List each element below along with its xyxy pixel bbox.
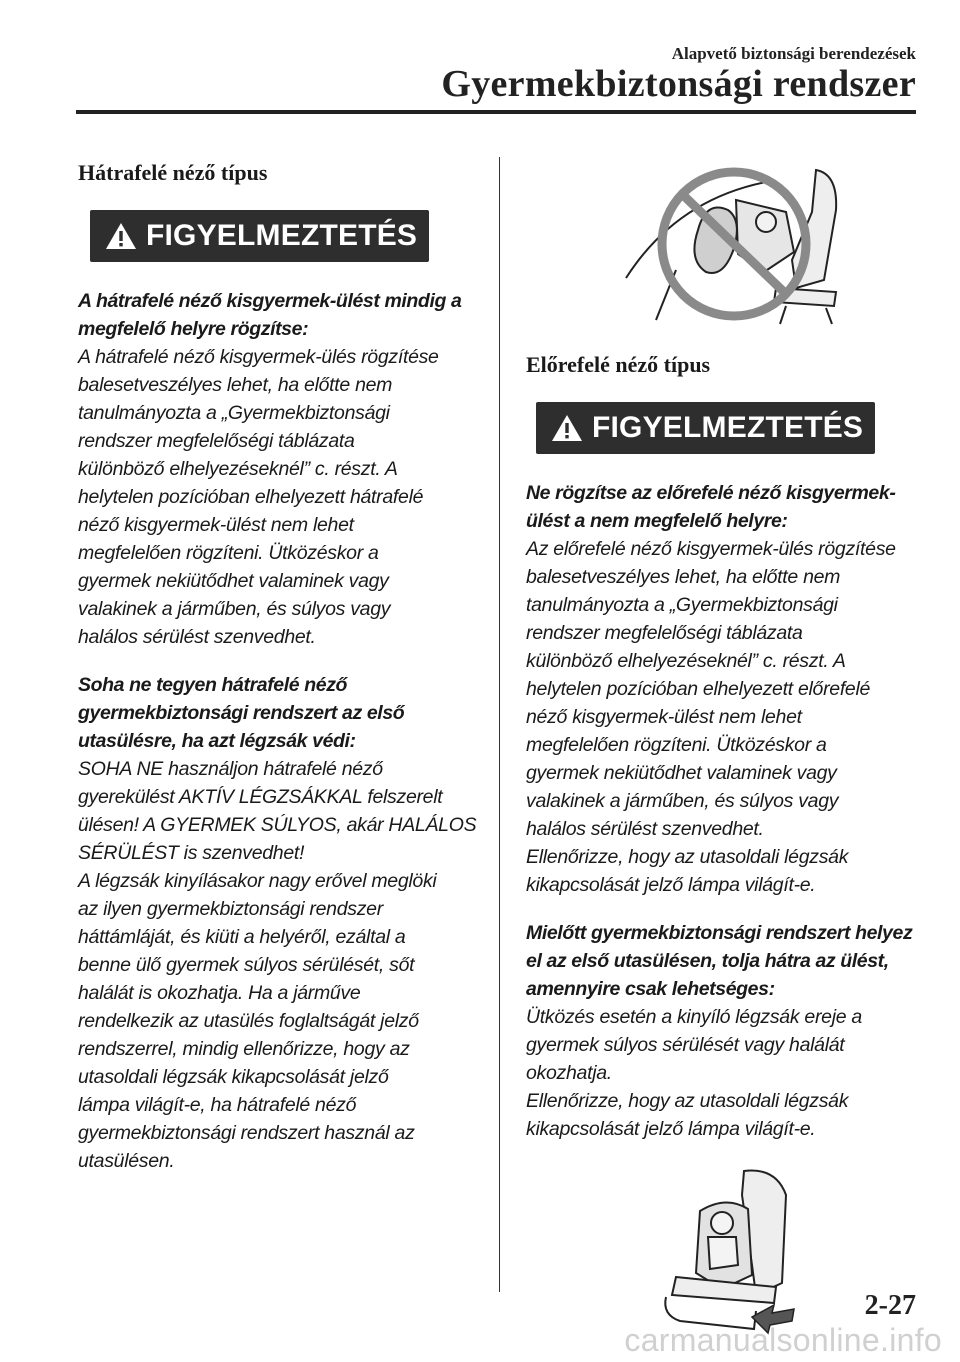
page-number: 2-27 [864, 1290, 916, 1321]
page-title: Gyermekbiztonsági rendszer [441, 63, 916, 105]
right-column [526, 160, 926, 1340]
left-column [78, 160, 478, 1175]
warning-badge [90, 210, 429, 262]
watermark: carmanualsonline.info [624, 1322, 942, 1358]
header-rule [76, 110, 916, 114]
header-section-label: Alapvető biztonsági berendezések [671, 44, 916, 63]
forward-facing-seat-illustration [656, 1165, 816, 1340]
warning-badge [536, 402, 875, 454]
rear-facing-warning-1-body: A hátrafelé néző kisgyermek-ülés rögzítése balesetveszélyes lehet, ha előtte nem tanulmányozta a „Gyermekbiztonsági rendszer megfelelőségi táblázata különböző elhelyezéseknél” c. részt. A helytelen pozícióban elhelyezett hátrafelé néző kisgyermek-ülést nem lehet megfelelően rögzíteni. Ütközéskor a gyermek nekiütődhet valaminek vagy valakinek a járműben, és súlyos vagy halálos sérülést szenvedhet. [78, 346, 439, 648]
rear-facing-section-title: Hátrafelé néző típus [78, 160, 268, 185]
forward-facing-warning-2-body: Ütközés esetén a kinyíló légzsák ereje a gyermek súlyos sérülését vagy halálát okozhatja. Ellenőrizze, hogy az utasoldali légzsák kikapcsolását jelző lámpa világít-e. [526, 1006, 862, 1140]
warning-label: FIGYELMEZTETÉS [146, 219, 418, 252]
rear-facing-warning-2-lead: Soha ne tegyen hátrafelé néző gyermekbiztonsági rendszert az első utasülésre, ha azt légzsák védi: [78, 674, 405, 752]
column-divider [499, 157, 500, 1292]
forward-facing-section-title: Előrefelé néző típus [526, 352, 711, 377]
warning-triangle-icon [550, 413, 584, 443]
forward-facing-warning-1-body: Az előrefelé néző kisgyermek-ülés rögzítése balesetveszélyes lehet, ha előtte nem tanulmányozta a „Gyermekbiztonsági rendszer megfelelőségi táblázata különböző elhelyezéseknél” c. részt. A helytelen pozícióban elhelyezett előrefelé néző kisgyermek-ülést nem lehet megfelelően rögzíteni. Ütközéskor a gyermek nekiütődhet valaminek vagy valakinek a járműben, és súlyos vagy halálos sérülést szenvedhet. Ellenőrizze, hogy az utasoldali légzsák kikapcsolását jelző lámpa világít-e. [526, 538, 896, 896]
rear-facing-warning-2-body: SOHA NE használjon hátrafelé néző gyerekülést AKTÍV LÉGZSÁKKAL felszerelt ülésen! A GYERMEK SÚLYOS, akár HALÁLOS SÉRÜLÉST is szenvedhet! A légzsák kinyílásakor nagy erővel meglöki az ilyen gyermekbiztonsági rendszer háttámláját, és kiüti a helyéről, ezáltal a benne ülő gyermek súlyos sérülését, sőt halálát is okozhatja. Ha a járműve rendelkezik az utasülés foglaltságát jelző rendszerrel, mindig ellenőrizze, hogy az utasoldali légzsák kikapcsolását jelző lámpa világít-e, ha hátrafelé néző gyermekbiztonsági rendszert használ az utasülésen. [78, 758, 477, 1172]
warning-triangle-icon [104, 221, 138, 251]
rear-facing-warning-1-lead: A hátrafelé néző kisgyermek-ülést mindig a megfelelő helyre rögzítse: [78, 290, 462, 340]
forward-facing-warning-1-lead: Ne rögzítse az előrefelé néző kisgyermek-ülést a nem megfelelő helyre: [526, 482, 896, 532]
prohibited-rear-facing-seat-illustration [616, 160, 856, 330]
forward-facing-warning-2-lead: Mielőtt gyermekbiztonsági rendszert helyez el az első utasülésen, tolja hátra az ülést, amennyire csak lehetséges: [526, 922, 913, 1000]
warning-label: FIGYELMEZTETÉS [592, 411, 864, 444]
